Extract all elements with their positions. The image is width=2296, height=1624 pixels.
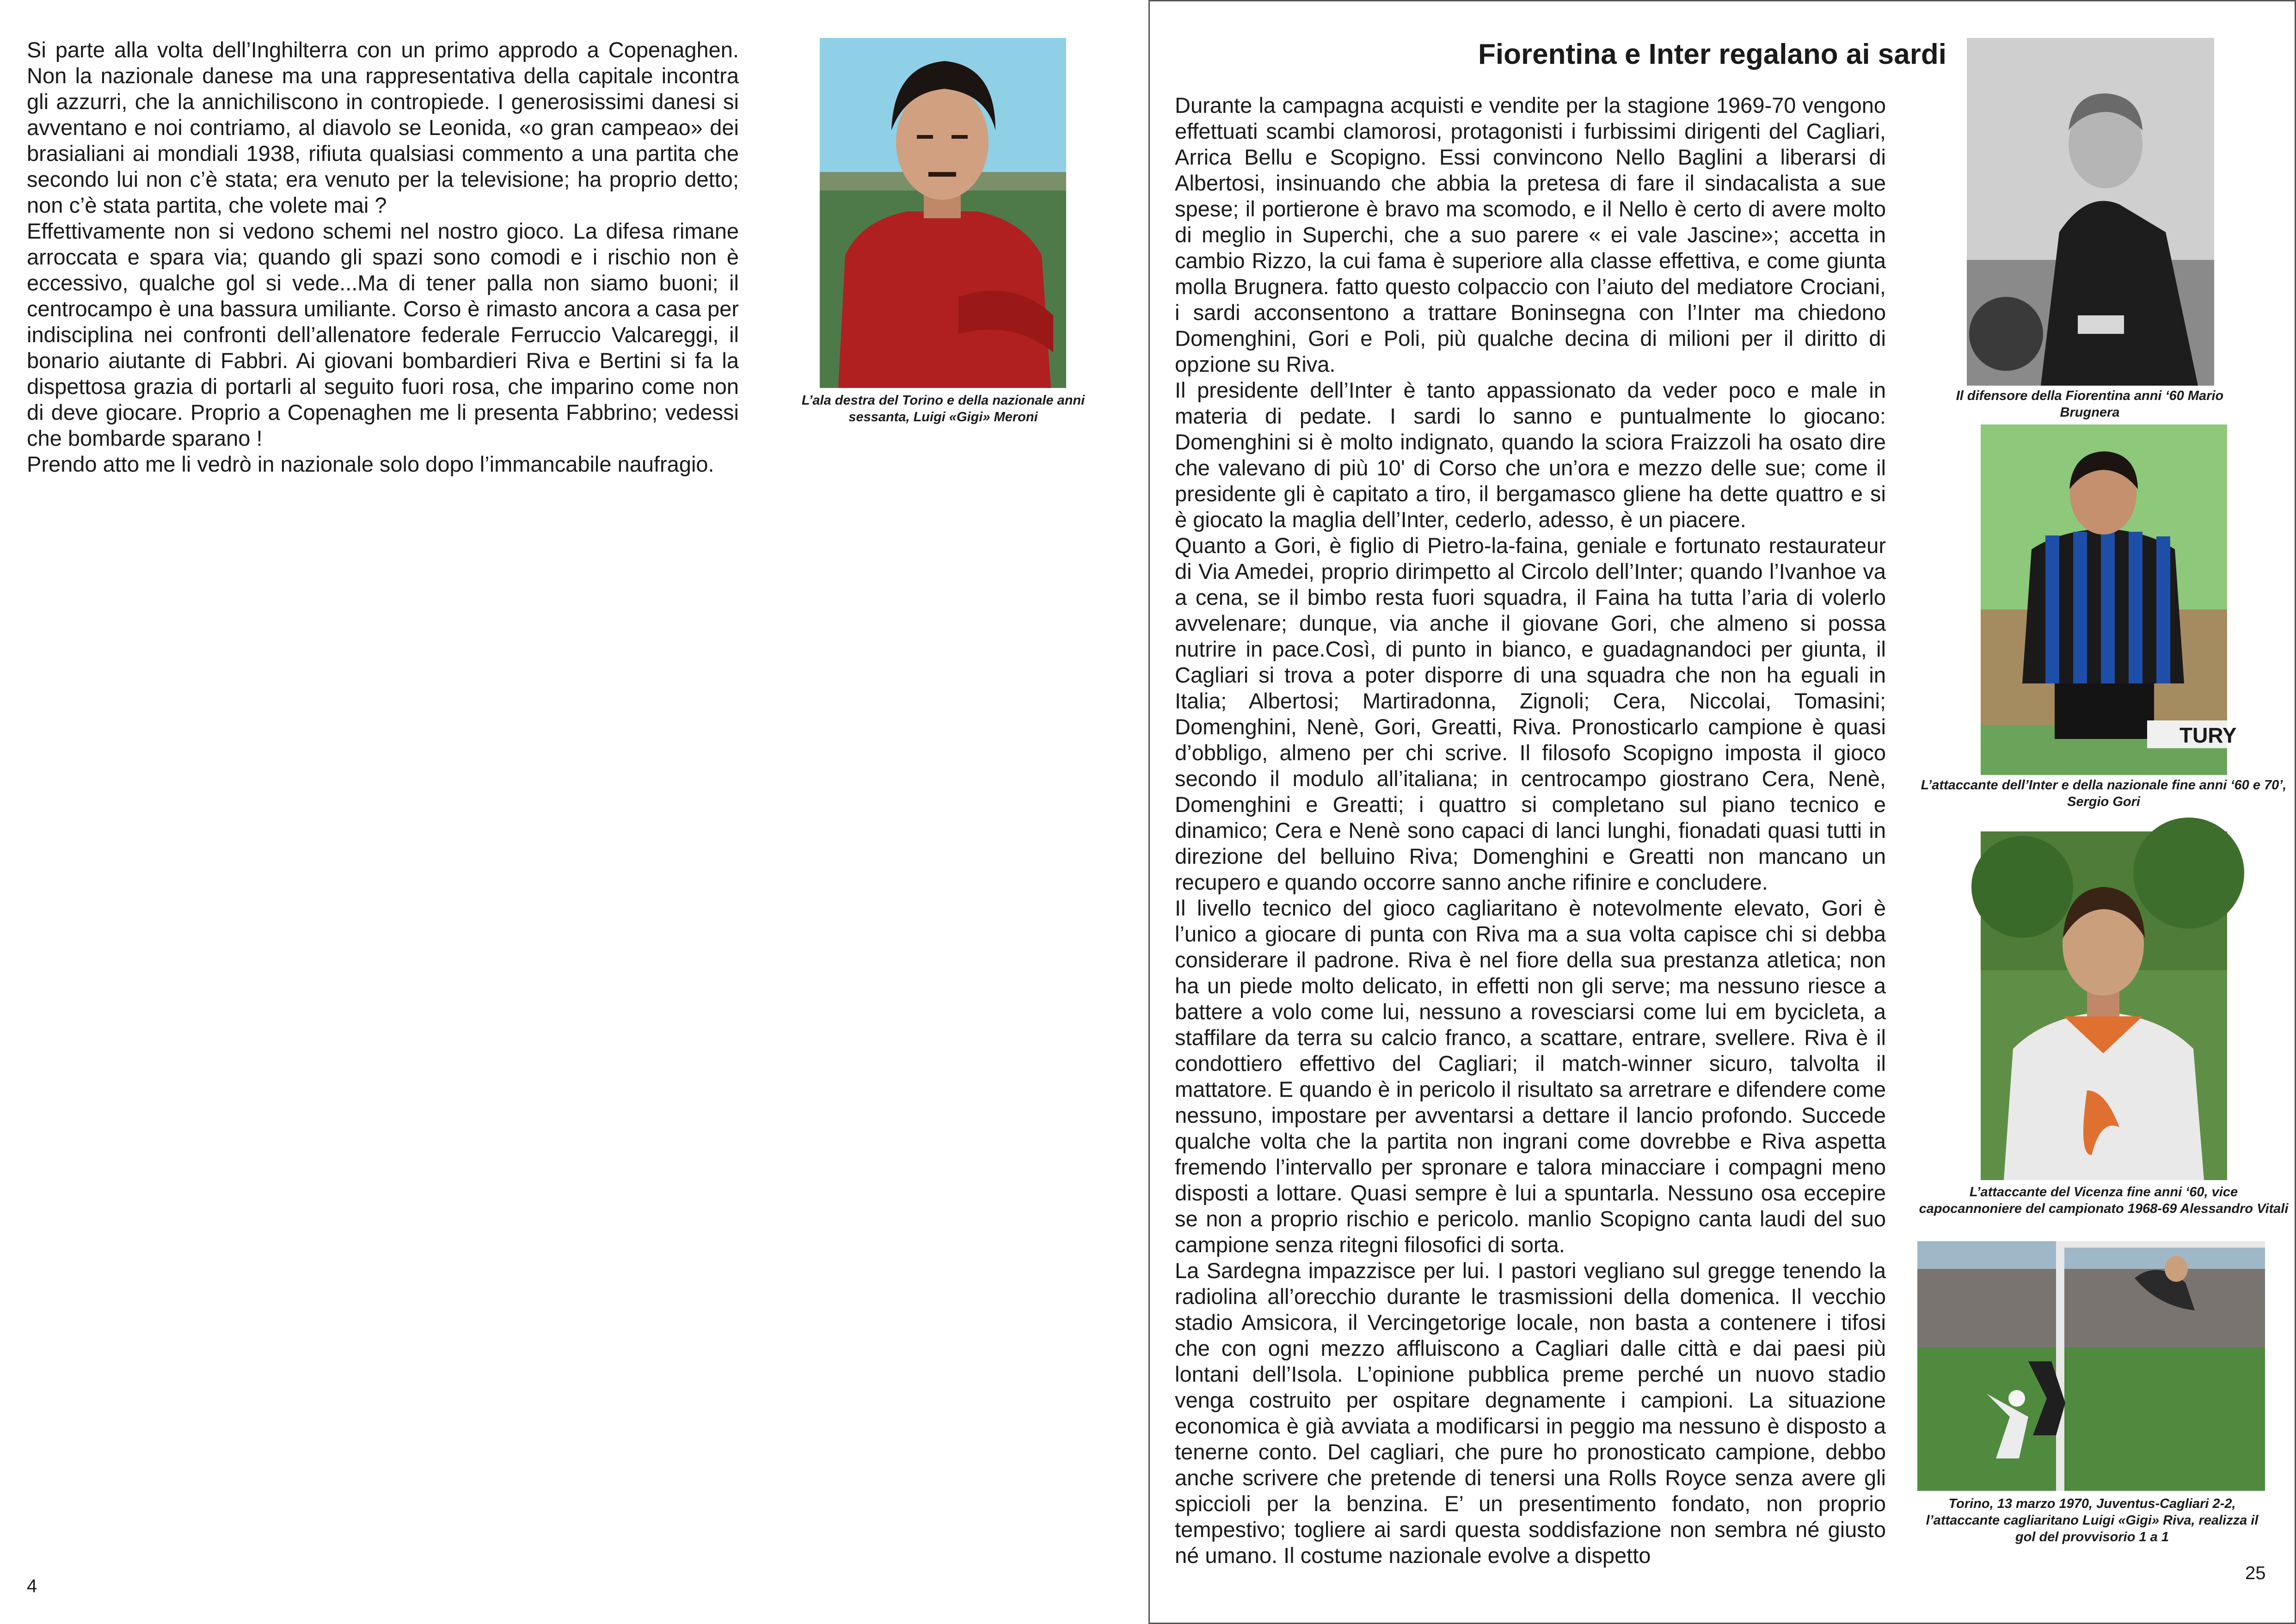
photo-vitali xyxy=(1981,831,2227,1180)
caption-gori: L’attaccante dell’Inter e della nazionale fine anni ‘60 e 70’, Sergio Gori xyxy=(1921,778,2287,809)
paragraph: Il livello tecnico del gioco cagliaritano è notevolmente elevato, Gori è l’unico a giocare di punta con Riva ma a sua volta capisce chi si debba considerare il padrone. Riva è nel fiore della sua prestanza atletica; non ha un piede molto delicato, in effetti non gli serve; ma nessuno riesce a battere a volo come lui, nessuno a rovesciarsi come lui em bycicleta, a staffilare da terra su calcio franco, a scattare, entrare, svellere. Riva è il condottiero effettivo del Cagliari; il match-winner sicuro, talvolta il mattatore. E quando è in pericolo il risultato sa arretrare e difendere come nessuno, impostare per avventarsi a dettare il lancio profondo. Succede qualche volta che la partita non ingrani come dovrebbe e Riva aspetta fremendo l’intervallo per spronare e talora minacciare i compagni meno disposti a lottare. Quasi sempre è lui a spuntarla. Nessuno osa eccepire se non a proprio rischio e pericolo. manlio Scopigno canta laudi del suo campione senza ritegni filosofici di sorta. xyxy=(1175,896,1886,1257)
paragraph: Prendo atto me li vedrò in nazionale solo dopo l’immancabile naufragio. xyxy=(27,452,714,476)
right-body-text xyxy=(1175,92,1886,1569)
paragraph: Quanto a Gori, è figlio di Pietro-la-faina, geniale e fortunato restaurateur di Via Amedei, proprio dirimpetto al Circolo dell’Inter; quando l’Ivanhoe va a cena, se il bimbo resta fuori squadra, il Faina ha tutta l’aria di volerlo avvelenare; dunque, via anche il giovane Gori, che almeno si possa nutrire in pace.Così, di punto in bianco, e guadagnandoci per giunta, il Cagliari si trova a poter disporre di una squadra che non ha eguali in Italia; Albertosi; Martiradonna, Zignoli; Cera, Niccolai, Tomasini; Domenghini, Nenè, Gori, Greatti, Riva. Pronosticarlo campione è quasi d’obbligo, almeno per chi scrive. Il filosofo Scopigno imposta il gioco secondo il modulo all’italiana; in centrocampo giostrano Cera, Nenè, Domenghini e Greatti; i quattro si completano sul piano tecnico e dinamico; Cera e Nenè sono capaci di lanci lunghi, fionadati quasi tutti in direzione del belluino Riva; Domenghini e Greatti non mancano un recupero e quando occorre sanno anche rifinire e concludere. xyxy=(1175,533,1886,894)
banner-text: TURY xyxy=(2179,723,2237,747)
caption-brugnera: Il difensore della Fiorentina anni ‘60 Mario Brugnera xyxy=(1956,388,2224,420)
photo-brugnera xyxy=(1967,38,2214,386)
paragraph: Effettivamente non si vedono schemi nel nostro gioco. La difesa rimane arroccata e spara via; quando gli spazi sono comodi e i rischio non è eccessivo, qualche gol si vede...Ma di tener palla non siamo buoni; il centrocampo è una bassura umiliante. Corso è rimasto ancora a casa per indisciplina nei confronti dell’allenatore federale Ferruccio Valcareggi, il bonario aiutante di Fabbri. Ai giovani bombardieri Riva e Bertini si fa la dispettosa grazia di portarli al seguito fuori rosa, che imparino come non di deve giocare. Proprio a Copenaghen me li presenta Fabbrino; vedessi che bombarde sparano ! xyxy=(27,219,739,450)
paragraph: Durante la campagna acquisti e vendite per la stagione 1969-70 vengono effettuati scambi clamorosi, protagonisti i furbissimi dirigenti del Cagliari, Arrica Bellu e Scopigno. Essi convincono Nello Baglini a liberarsi di Albertosi, insinuando che abbia la pretesa di fare il sindacalista a sue spese; il portierone è bravo ma scomodo, e il Nello è certo di avere molto di meglio in Superchi, che a suo parere « ei vale Jascine»; accetta in cambio Rizzo, la cui fama è superiore alla classe effettiva, e come giunta molla Brugnera. fatto questo colpaccio con l’aiuto del mediatore Crociani, i sardi acconsentono a trattare Boninsegna con l’Inter ma chiedono Domenghini, Gori e Poli, più qualche decina di milioni per il diritto di opzione su Riva. xyxy=(1175,93,1886,376)
left-body-text xyxy=(27,37,739,477)
paragraph: La Sardegna impazzisce per lui. I pastori vegliano sul gregge tenendo la radiolina all’orecchio durante le trasmissioni della domenica. Il vecchio stadio Amsicora, il Vercingetorige locale, non basta a contenere i tifosi che con ogni mezzo affluiscono a Cagliari dalle città e dai paesi più lontani dell’Isola. L’opinione pubblica preme perché un nuovo stadio venga costruito per ospitare degnamente i campioni. La situazione economica è già avviata a modificarsi in peggio ma nessuno è disposto a tenerne conto. Del cagliari, che pure ho pronosticato campione, debbo anche scrivere che pretende di tenersi una Rolls Royce senza avere gli spiccioli per la benzina. E’ un presentimento fondato, non proprio tempestivo; togliere ai sardi questa soddisfazione non sembra né giusto né umano. Il costume nazionale evolve a dispetto xyxy=(1175,1258,1886,1568)
photo-gori xyxy=(1981,424,2237,775)
page-number-left: 4 xyxy=(27,1576,37,1596)
caption-riva: Torino, 13 marzo 1970, Juventus-Cagliari 2-2, l’attaccante cagliaritano Luigi «Gigi» Riva, realizza il gol del provvisorio 1 a 1 xyxy=(1926,1496,2259,1544)
page-number-right: 25 xyxy=(2245,1563,2266,1583)
article-title: Fiorentina e Inter regalano ai sardi xyxy=(1478,38,1946,70)
caption-vitali: L’attaccante del Vicenza fine anni ‘60, vice capocannoniere del campionato 1968-69 Alessandro Vitali xyxy=(1919,1185,2289,1216)
photo-meroni xyxy=(820,38,1066,388)
paragraph: Il presidente dell’Inter è tanto appassionato da veder poco e male in materia di pedate. I sardi lo sanno e puntualmente lo giocano: Domenghini si è molto indignato, quando la sciora Fraizzoli ha osato dire che valevano di più 10' di Corso che un’ora e mezzo delle sue; come il presidente gli è capitato a tiro, il bergamasco gliene ha dette quattro e si è giocato la maglia dell’Inter, cederlo, adesso, è un piacere. xyxy=(1175,378,1886,532)
paragraph: Si parte alla volta dell’Inghilterra con un primo approdo a Copenaghen. Non la nazionale danese ma una rappresentativa della capitale incontra gli azzurri, che la annichiliscono in contropiede. I generosissimi danesi si avventano e noi contriamo, al diavolo se Leonida, «o gran campeao» dei brasialiani ai mondiali 1938, rifiuta qualsiasi commento a una partita che secondo lui non c’è stata; era venuto per la televisione; ha proprio detto; non c’è stata partita, che volete mai ? xyxy=(27,37,739,217)
photo-riva xyxy=(1917,1241,2265,1491)
caption-meroni: L’ala destra del Torino e della nazionale anni sessanta, Luigi «Gigi» Meroni xyxy=(801,393,1085,424)
